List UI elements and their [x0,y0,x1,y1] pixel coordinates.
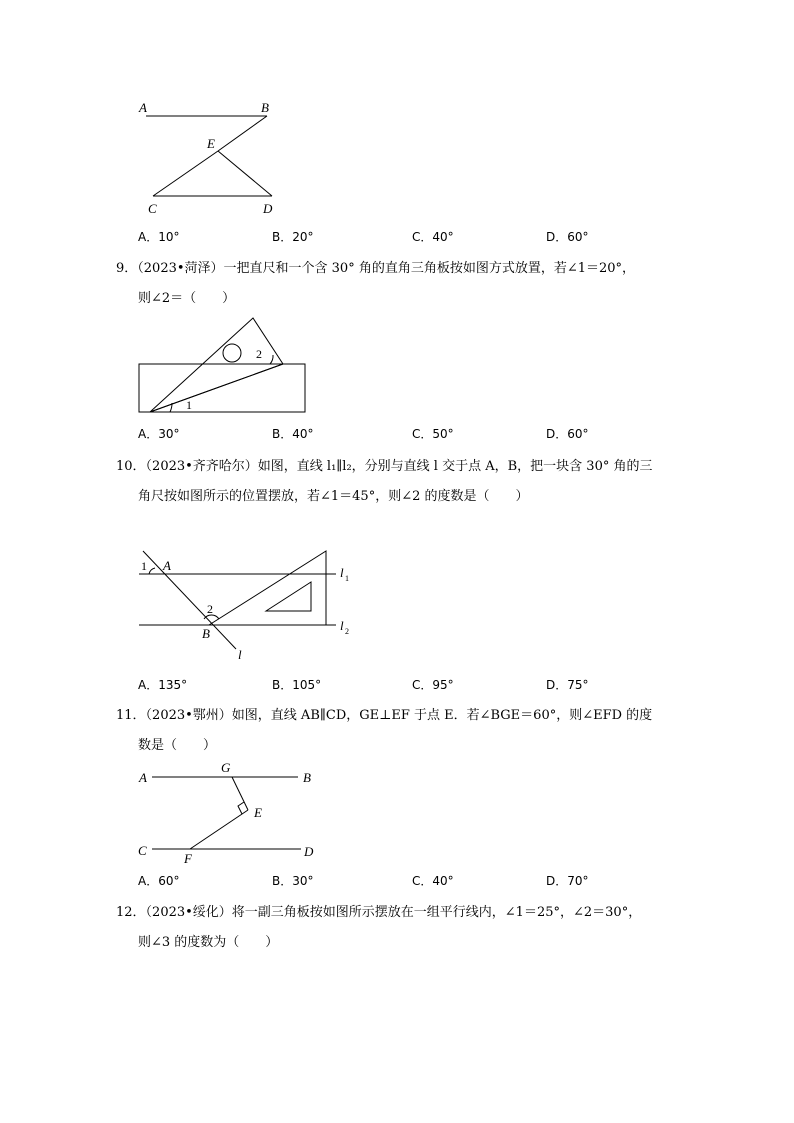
label-l2-sub: 2 [345,627,349,636]
segment-ef [190,810,248,849]
label-a: A [163,558,171,573]
q12-stem-line2: 则∠3 的度数为（ ） [138,935,279,950]
q12-stem-line1: 12．（2023•绥化）将一副三角板按如图所示摆放在一组平行线内，∠1＝25°，∠2＝30°， [116,905,642,920]
q10-option-a: A．135° [138,678,188,692]
label-l1-sub: 1 [345,574,349,583]
q8-option-b: B．20° [272,230,314,244]
q11-option-a: A．60° [138,874,180,888]
label-c: C [138,843,147,858]
q8-option-c: C．40° [412,230,454,244]
q9-option-c: C．50° [412,427,454,441]
label-angle-2: 2 [207,602,213,616]
q9-option-a: A．30° [138,427,180,441]
label-e: E [207,136,215,151]
label-angle-1: 1 [186,398,192,412]
q11-stem-line1: 11．（2023•鄂州）如图，直线 AB∥CD，GE⊥EF 于点 E．若∠BGE＝60°，则∠EFD 的度 [116,708,653,723]
q11-option-d: D．70° [546,874,589,888]
q10-stem-line2: 角尺按如图所示的位置摆放，若∠1＝45°，则∠2 的度数是（ ） [138,489,529,504]
right-angle-mark [238,802,244,814]
q8-option-d: D．60° [546,230,589,244]
label-a: A [139,100,147,115]
q9-stem-line1: 9．（2023•菏泽）一把直尺和一个含 30° 角的直角三角板按如图方式放置，若∠1＝20°， [116,261,636,276]
label-e: E [254,805,262,820]
label-b: B [303,770,311,785]
q11-option-b: B．30° [272,874,314,888]
label-l2: l [340,618,344,633]
q11-stem-line2: 数是（ ） [138,738,217,753]
label-line-l: l [238,647,242,662]
q9-stem-line2: 则∠2＝（ ） [138,291,236,306]
q10-option-d: D．75° [546,678,589,692]
q10-stem-line1: 10．（2023•齐齐哈尔）如图，直线 l₁∥l₂，分别与直线 l 交于点 A，B，把一块含 30° 角的三 [116,459,653,474]
q10-option-c: C．95° [412,678,454,692]
q9-option-b: B．40° [272,427,314,441]
q9-option-d: D．60° [546,427,589,441]
label-c: C [148,201,157,216]
label-d: D [304,844,314,859]
label-angle-1: 1 [141,559,147,573]
q8-option-a: A．10° [138,230,180,244]
label-b: B [202,626,210,641]
label-b: B [261,100,269,115]
q10-option-b: B．105° [272,678,322,692]
label-a: A [139,770,147,785]
label-angle-2: 2 [256,347,262,361]
q11-option-c: C．40° [412,874,454,888]
label-g: G [221,760,231,775]
label-l1: l [340,565,344,580]
label-f: F [184,851,192,866]
label-d: D [263,201,273,216]
